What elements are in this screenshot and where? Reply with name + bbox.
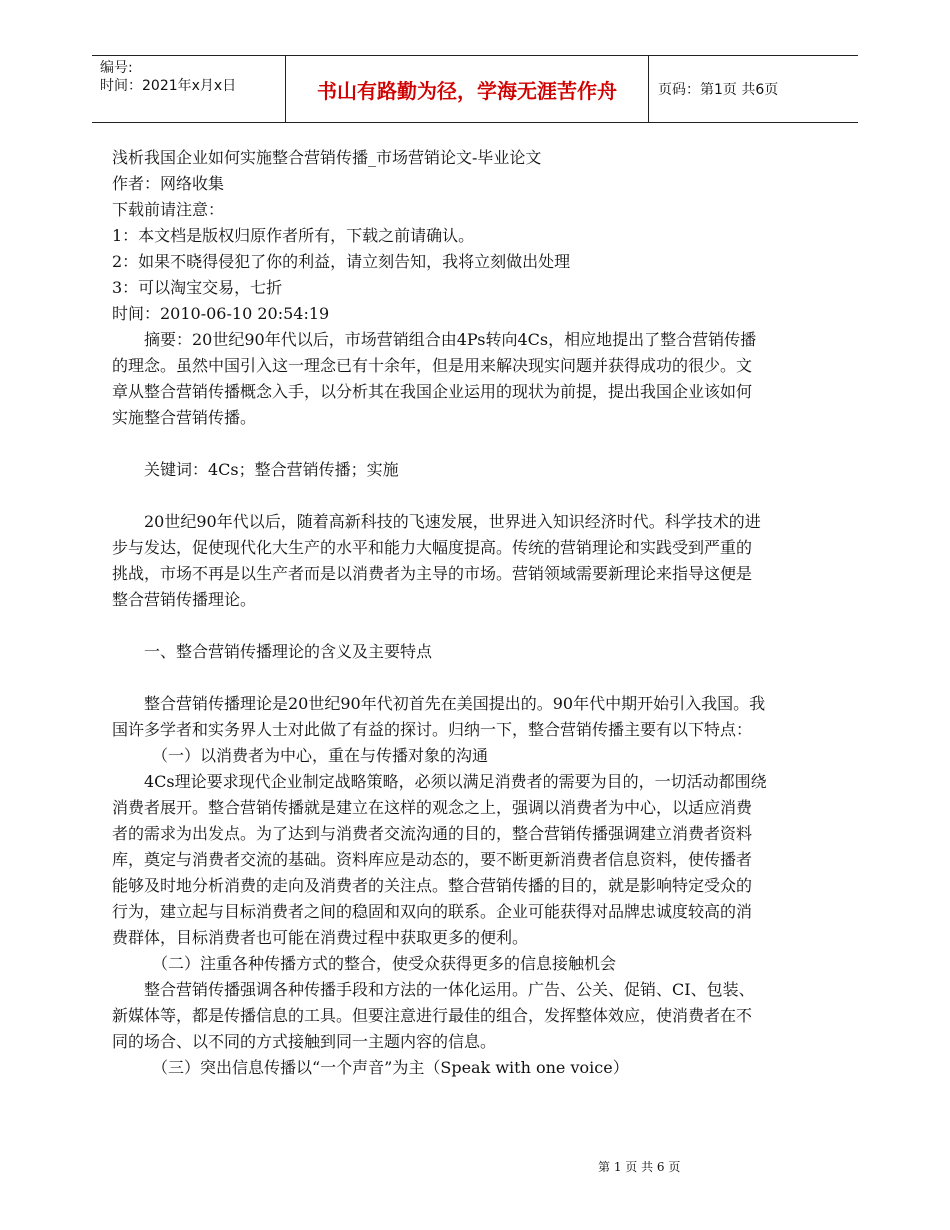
header-meta xyxy=(92,56,285,122)
keywords: 关键词：4Cs；整合营销传播；实施 xyxy=(144,460,399,479)
header-motto: 书山有路勤为径，学海无涯苦作舟 xyxy=(285,56,649,122)
point-3-heading: （三）突出信息传播以“一个声音”为主（Speak with one voice） xyxy=(152,1058,629,1077)
section-1-heading: 一、整合营销传播理论的含义及主要特点 xyxy=(144,642,433,661)
notice-heading: 下载前请注意： xyxy=(112,200,225,219)
doc-time: 时间：2010-06-10 20:54:19 xyxy=(112,304,330,323)
notice-item-3: 3：可以淘宝交易，七折 xyxy=(112,278,283,297)
section-1-paragraph: 整合营销传播理论是20世纪90年代初首先在美国提出的。90年代中期开始引入我国。我国许多学者和实务界人士对此做了有益的探讨。归纳一下，整合营销传播主要有以下特点： xyxy=(112,694,766,739)
header-number-label: 编号: xyxy=(100,60,133,76)
doc-author: 作者：网络收集 xyxy=(112,174,225,193)
notice-item-2: 2：如果不晓得侵犯了你的利益，请立刻告知，我将立刻做出处理 xyxy=(112,252,571,271)
doc-title: 浅析我国企业如何实施整合营销传播_市场营销论文-毕业论文 xyxy=(112,148,542,167)
abstract-paragraph: 摘要：20世纪90年代以后，市场营销组合由4Ps转向4Cs，相应地提出了整合营销传播的理念。虽然中国引入这一理念已有十余年，但是用来解决现实问题并获得成功的很少。文章从整合营销传播概念入手，以分析其在我国企业运用的现状为前提，提出我国企业该如何实施整合营销传播。 xyxy=(112,330,757,427)
document-body xyxy=(112,145,767,1081)
header-time-label: 时间：2021年x月x日 xyxy=(100,78,237,94)
intro-paragraph: 20世纪90年代以后，随着高新科技的飞速发展，世界进入知识经济时代。科学技术的进步与发达，促使现代化大生产的水平和能力大幅度提高。传统的营销理论和实践受到严重的挑战，市场不再是以生产者而是以消费者为主导的市场。营销领域需要新理论来指导这便是整合营销传播理论。 xyxy=(112,512,761,609)
page-footer: 第 1 页 共 6 页 xyxy=(598,1160,681,1174)
page-header xyxy=(92,55,858,123)
point-2-paragraph: 整合营销传播强调各种传播手段和方法的一体化运用。广告、公关、促销、CI、包装、新媒体等，都是传播信息的工具。但要注意进行最佳的组合，发挥整体效应，使消费者在不同的场合、以不同的方式接触到同一主题内容的信息。 xyxy=(112,980,755,1051)
notice-item-1: 1：本文档是版权归原作者所有，下载之前请确认。 xyxy=(112,226,475,245)
point-2-heading: （二）注重各种传播方式的整合，使受众获得更多的信息接触机会 xyxy=(152,954,617,973)
header-page-info: 页码：第1页 共6页 xyxy=(658,82,779,98)
point-1-paragraph: 4Cs理论要求现代企业制定战略策略，必须以满足消费者的需要为目的，一切活动都围绕消费者展开。整合营销传播就是建立在这样的观念之上，强调以消费者为中心，以适应消费者的需求为出发点。为了达到与消费者交流沟通的目的，整合营销传播强调建立消费者资料库，奠定与消费者交流的基础。资料库应是动态的，要不断更新消费者信息资料，使传播者能够及时地分析消费的走向及消费者的关注点。整合营销传播的目的，就是影响特定受众的行为，建立起与目标消费者之间的稳固和双向的联系。企业可能获得对品牌忠诚度较高的消费群体，目标消费者也可能在消费过程中获取更多的便利。 xyxy=(112,772,767,947)
point-1-heading: （一）以消费者为中心，重在与传播对象的沟通 xyxy=(152,746,489,765)
